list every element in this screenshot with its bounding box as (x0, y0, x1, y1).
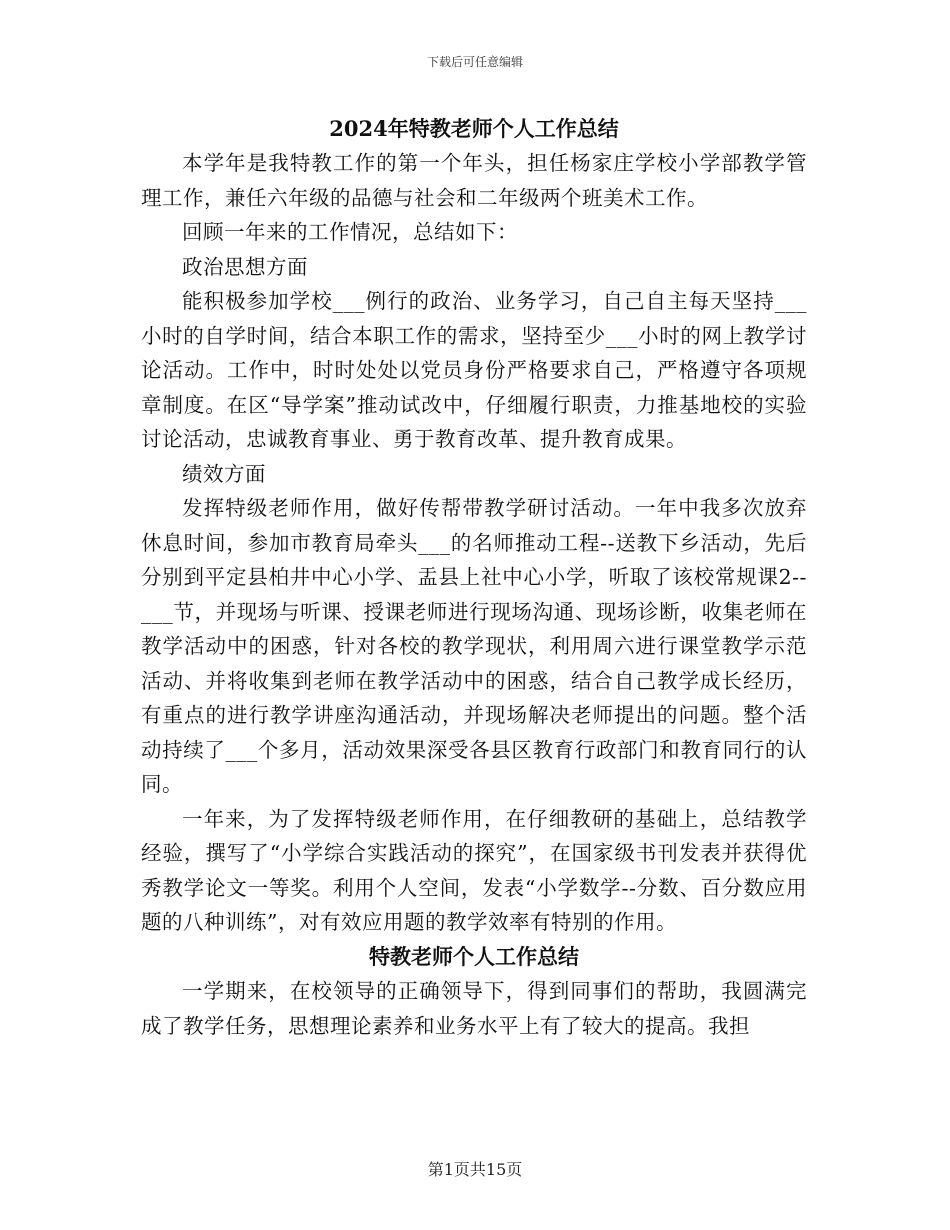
paragraph-semester: 一学期来，在校领导的正确领导下，得到同事们的帮助，我圆满完成了教学任务，思想理论素养和业务水平上有了较大的提高。我担 (141, 979, 807, 1038)
section-heading-politics: 政治思想方面 (182, 254, 308, 279)
header-note: 下载后可任意编辑 (426, 55, 523, 69)
section-heading-performance: 绩效方面 (182, 461, 266, 486)
document-body (141, 112, 807, 1043)
paragraph-performance: 发挥特级老师作用，做好传帮带教学研讨活动。一年中我多次放弃休息时间，参加市教育局牵头___的名师推动工程--送教下乡活动，先后分别到平定县柏井中心小学、盂县上社中心小学，听取了该校常规课2--___节，并现场与听课、授课老师进行现场沟通、现场诊断，收集老师在教学活动中的困惑，针对各校的教学现状，利用周六进行课堂教学示范活动、并将收集到老师在教学活动中的困惑，结合自己教学成长经历，有重点的进行教学讲座沟通活动，并现场解决老师提出的问题。整个活动持续了___个多月，活动效果深受各县区教育行政部门和教育同行的认同。 (141, 496, 807, 796)
second-title: 特教老师个人工作总结 (369, 943, 579, 969)
paragraph-intro: 本学年是我特教工作的第一个年头，担任杨家庄学校小学部教学管理工作，兼任六年级的品德与社会和二年级两个班美术工作。 (141, 151, 807, 210)
document-title: 2024年特教老师个人工作总结 (329, 116, 619, 141)
paragraph-review: 回顾一年来的工作情况，总结如下： (182, 220, 518, 244)
paragraph-achievements: 一年来，为了发挥特级老师作用，在仔细教研的基础上，总结教学经验，撰写了“小学综合实践活动的探究”，在国家级书刊发表并获得优秀教学论文一等奖。利用个人空间，发表“小学数学--分数、百分数应用题的八种训练”，对有效应用题的教学效率有特别的作用。 (141, 806, 807, 934)
page-number: 第1页共15页 (427, 1160, 523, 1179)
paragraph-politics: 能积极参加学校___例行的政治、业务学习，自己自主每天坚持___小时的自学时间，结合本职工作的需求，坚持至少___小时的网上教学讨论活动。工作中，时时处处以党员身份严格要求自己，严格遵守各项规章制度。在区“导学案”推动试改中，仔细履行职责，力推基地校的实验讨论活动，忠诚教育事业、勇于教育改革、提升教育成果。 (141, 289, 807, 451)
